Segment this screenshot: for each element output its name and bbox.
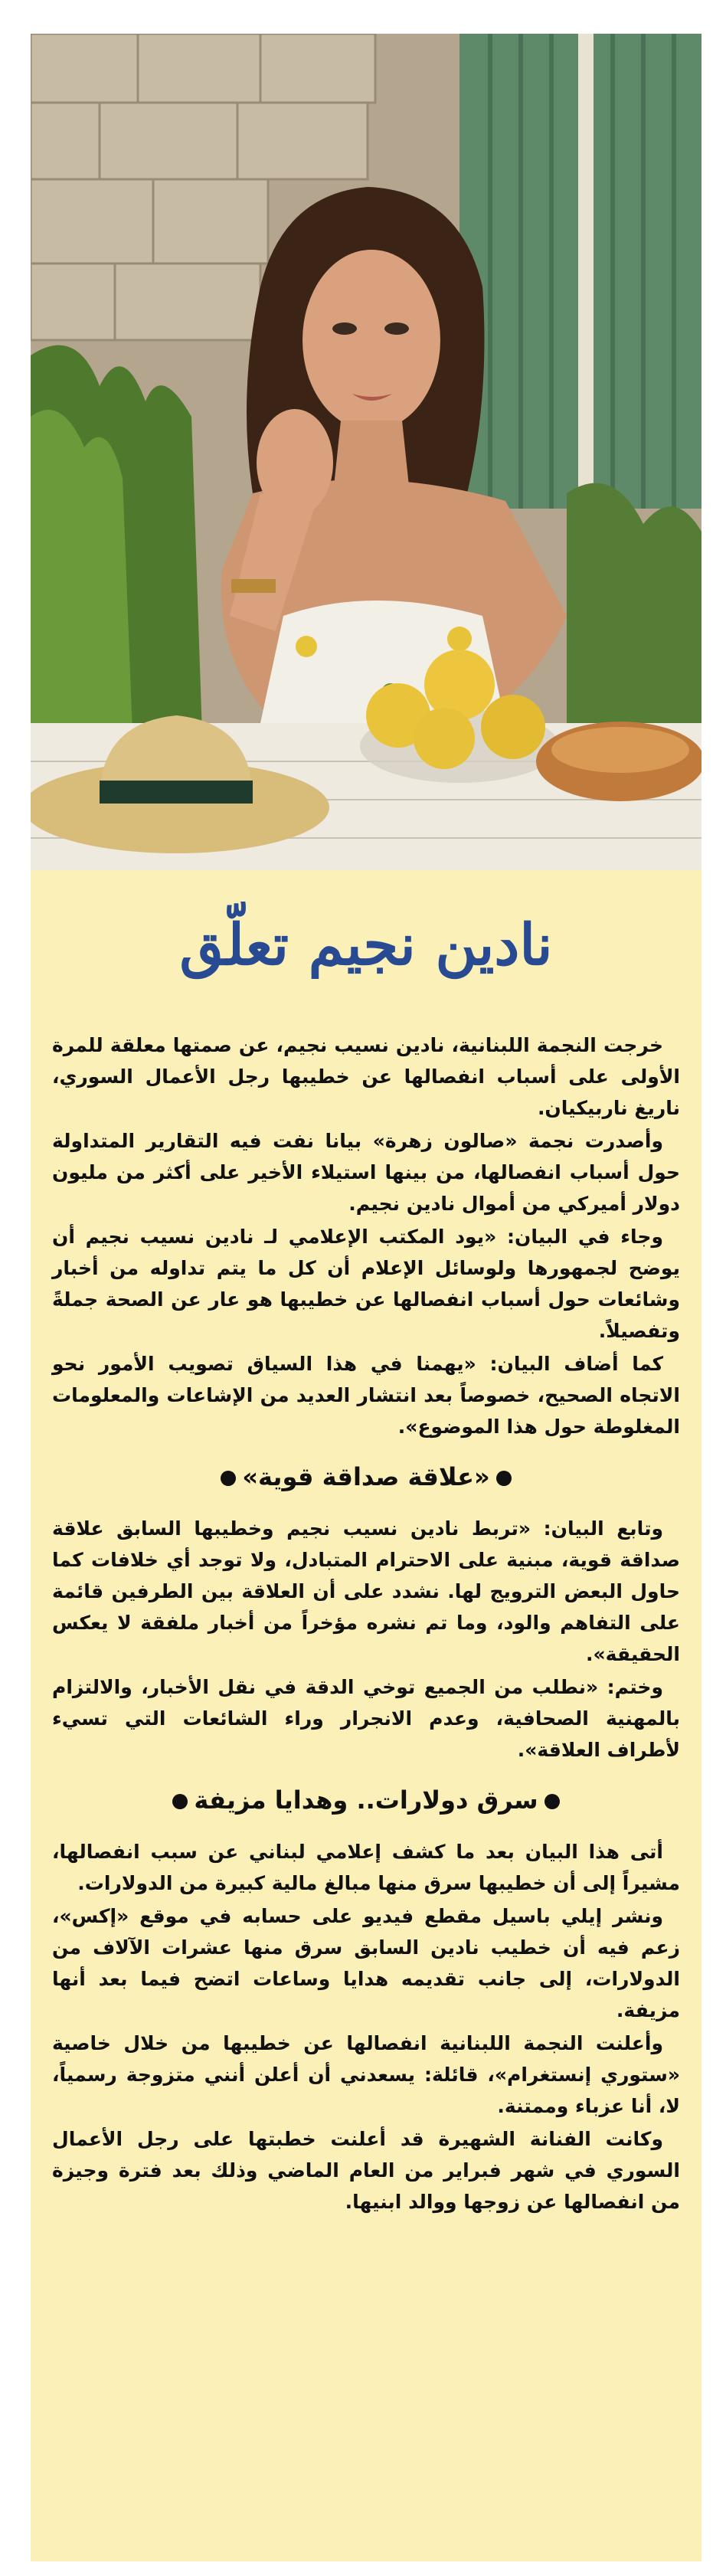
bullet-icon (544, 1794, 560, 1809)
bullet-icon (221, 1471, 236, 1486)
paragraph: وأعلنت النجمة اللبنانية انفصالها عن خطيبها من خلال خاصية «ستوري إنستغرام»، قائلة: يسعدني أن أعلن أنني متزوجة رسمياً، لا، أنا عزباء وممتنة. (52, 2032, 680, 2117)
paragraph: خرجت النجمة اللبنانية، نادين نسيب نجيم، عن صمتها معلقة للمرة الأولى على أسباب انفصالها عن خطيبها رجل الأعمال السوري، ناريغ ناربيكيان. (52, 1034, 680, 1119)
subheading-text: سرق دولارات.. وهدايا مزيفة (194, 1786, 538, 1815)
paragraph: وأصدرت نجمة «صالون زهرة» بيانا نفت فيه التقارير المتداولة حول أسباب انفصالها، من بينها استيلاء الأخير على أكثر من مليون دولار أميركي من أموال نادين نجيم. (52, 1130, 680, 1215)
paragraph: وجاء في البيان: «يود المكتب الإعلامي لـ نادين نسيب نجيم أن يوضح لجمهورها ولوسائل الإعلام أن كل ما يتم تداوله من أخبار وشائعات حول أسباب انفصالها عن خطيبها هو عار عن الصحة جملةً وتفصيلاً. (52, 1226, 680, 1342)
article-title: نادين نجيم تعلّق (179, 912, 553, 978)
subheading (52, 1459, 680, 1494)
bullet-icon (172, 1794, 188, 1809)
paragraph: كما أضاف البيان: «يهمنا في هذا السياق تصويب الأمور نحو الاتجاه الصحيح، خصوصاً بعد انتشار العديد من الإشاعات والمعلومات المغلوطة حول هذا الموضوع». (52, 1353, 680, 1438)
article-body (52, 1029, 680, 2219)
subheading-text: «علاقة صداقة قوية» (242, 1462, 490, 1491)
paragraph: أتى هذا البيان بعد ما كشف إعلامي لبناني عن سبب انفصالها، مشيراً إلى أن خطيبها سرق منها مبالغ مالية كبيرة من الدولارات. (52, 1841, 680, 1894)
paragraph: وتابع البيان: «تربط نادين نسيب نجيم وخطيبها السابق علاقة صداقة قوية، مبنية على الاحترام المتبادل، ولا توجد أي خلافات كما حاول البعض الترويج لها. نشدد على أن العلاقة بين الطرفين قائمة على التفاهم والود، وما تم نشره مؤخراً من أخبار ملفقة لا يعكس الحقيقة». (52, 1517, 680, 1665)
paragraph: وكانت الفنانة الشهيرة قد أعلنت خطبتها على رجل الأعمال السوري في شهر فبراير من العام الماضي وذلك بعد فترة وجيزة من انفصالها عن زوجها ووالد ابنيها. (52, 2128, 680, 2213)
article-page (31, 34, 701, 2561)
article-photo (31, 34, 701, 870)
subheading (52, 1782, 680, 1818)
paragraph: ونشر إيلي باسيل مقطع فيديو على حسابه في موقع «إكس»، زعم فيه أن خطيب نادين السابق سرق منها عشرات الآلاف من الدولارات، إلى جانب تقديمه هدايا وساعات اتضح فيما بعد أنها مزيفة. (52, 1905, 680, 2021)
paragraph: وختم: «نطلب من الجميع توخي الدقة في نقل الأخبار، والالتزام بالمهنية الصحافية، وعدم الانجرار وراء الشائعات التي تسيء لأطراف العلاقة». (52, 1676, 680, 1761)
bullet-icon (496, 1471, 512, 1486)
